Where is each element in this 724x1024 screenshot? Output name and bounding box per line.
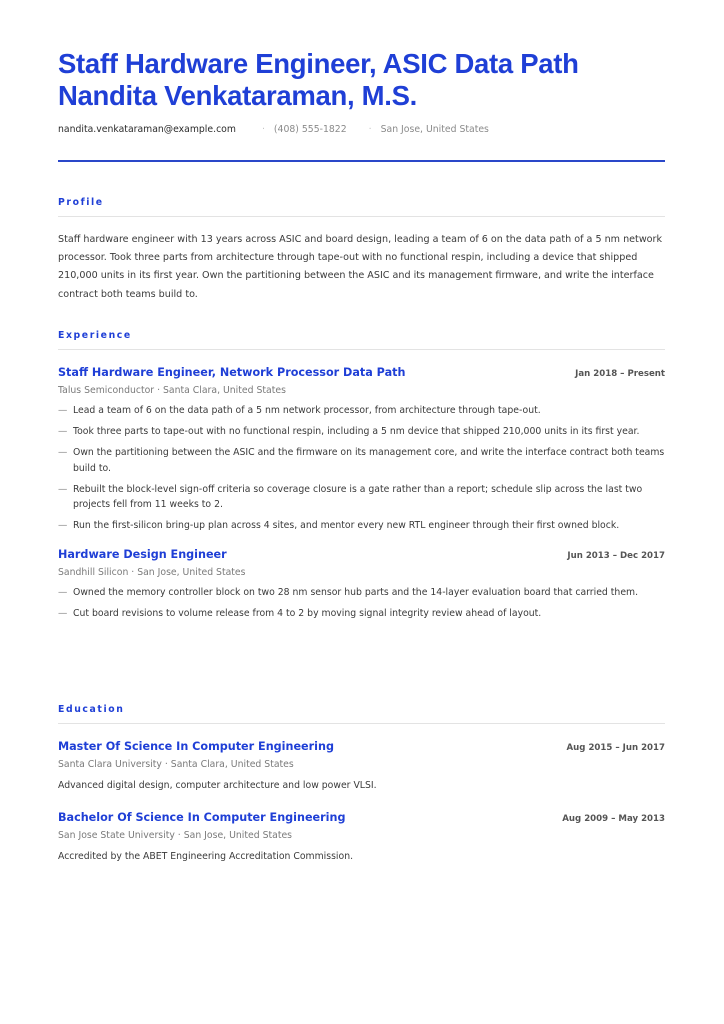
contact-location: San Jose, United States [380, 124, 489, 135]
education-section [58, 704, 665, 862]
resume-header [58, 48, 665, 135]
job-title: Staff Hardware Engineer, Network Processor Data Path [58, 366, 406, 379]
contact-line [58, 124, 665, 135]
job-dates: Jan 2018 – Present [575, 369, 665, 379]
contact-email[interactable]: nandita.venkataraman@example.com [58, 124, 236, 135]
headline: Staff Hardware Engineer, ASIC Data Path [58, 48, 579, 79]
entry-header [58, 366, 665, 379]
header-divider [58, 160, 665, 162]
experience-entry [58, 548, 665, 622]
list-item: — Run the first-silicon bring-up plan across 4 sites, and mentor every new RTL engineer through their first owned block. [58, 520, 620, 531]
list-item: — Owned the memory controller block on two 28 nm sensor hub parts and the 14-layer evaluation board that carried them. [58, 586, 639, 598]
profile-section [58, 197, 665, 304]
resume-title [58, 48, 665, 112]
experience-entry [58, 366, 665, 534]
contact-separator: · [368, 124, 372, 135]
entry-header [58, 811, 665, 824]
degree-description: Accredited by the ABET Engineering Accreditation Commission. [58, 851, 354, 862]
education-entry [58, 740, 665, 791]
degree-dates: Aug 2015 – Jun 2017 [566, 743, 665, 753]
list-item: — Cut board revisions to volume release from 4 to 2 by moving signal integrity review ahead of layout. [58, 607, 542, 619]
candidate-name: Nandita Venkataraman, M.S. [58, 80, 417, 111]
list-item: — Own the partitioning between the ASIC and the firmware on its management core, and write the interface contract both teams build to. [58, 447, 665, 474]
job-title: Hardware Design Engineer [58, 547, 227, 561]
section-heading: Education [58, 704, 665, 724]
contact-phone: (408) 555-1822 [273, 124, 347, 135]
job-dates: Jun 2013 – Dec 2017 [567, 550, 665, 561]
list-item: — Took three parts to tape-out with no functional respin, including a 5 nm device that shipped 210,000 units in its first year. [58, 426, 640, 437]
job-bullets [58, 585, 665, 622]
entry-header [58, 548, 665, 561]
section-heading: Profile [58, 197, 665, 217]
degree-dates: Aug 2009 – May 2013 [562, 814, 665, 824]
school: San Jose State University · San Jose, United States [58, 830, 293, 841]
job-employer: Talus Semiconductor · Santa Clara, United States [58, 385, 286, 396]
degree-description: Advanced digital design, computer architecture and low power VLSI. [58, 780, 377, 791]
degree-title: Master Of Science In Computer Engineering [58, 740, 334, 753]
degree-title: Bachelor Of Science In Computer Engineering [58, 811, 346, 824]
school: Santa Clara University · Santa Clara, United States [58, 759, 294, 770]
entry-header [58, 740, 665, 753]
education-entry [58, 811, 665, 862]
list-item: — Rebuilt the block-level sign-off criteria so coverage closure is a gate rather than a report; schedule slip across the last two projects fell from 11 weeks to 2. [58, 483, 643, 510]
contact-separator: · [261, 124, 265, 135]
job-employer: Sandhill Silicon · San Jose, United States [58, 566, 246, 578]
experience-section [58, 330, 665, 627]
job-bullets [58, 403, 665, 534]
list-item: — Lead a team of 6 on the data path of a 5 nm network processor, from architecture through tape-out. [58, 405, 541, 416]
section-heading: Experience [58, 330, 665, 350]
profile-summary: Staff hardware engineer with 13 years across ASIC and board design, leading a team of 6 on the data path of a 5 nm network processor. Took three parts from architecture through tape-out with no functional respin, including a device that shipped 210,000 units in its first year. Own the partitioning between the ASIC and its management firmware, and write the interface contract both teams build to. [58, 234, 663, 300]
